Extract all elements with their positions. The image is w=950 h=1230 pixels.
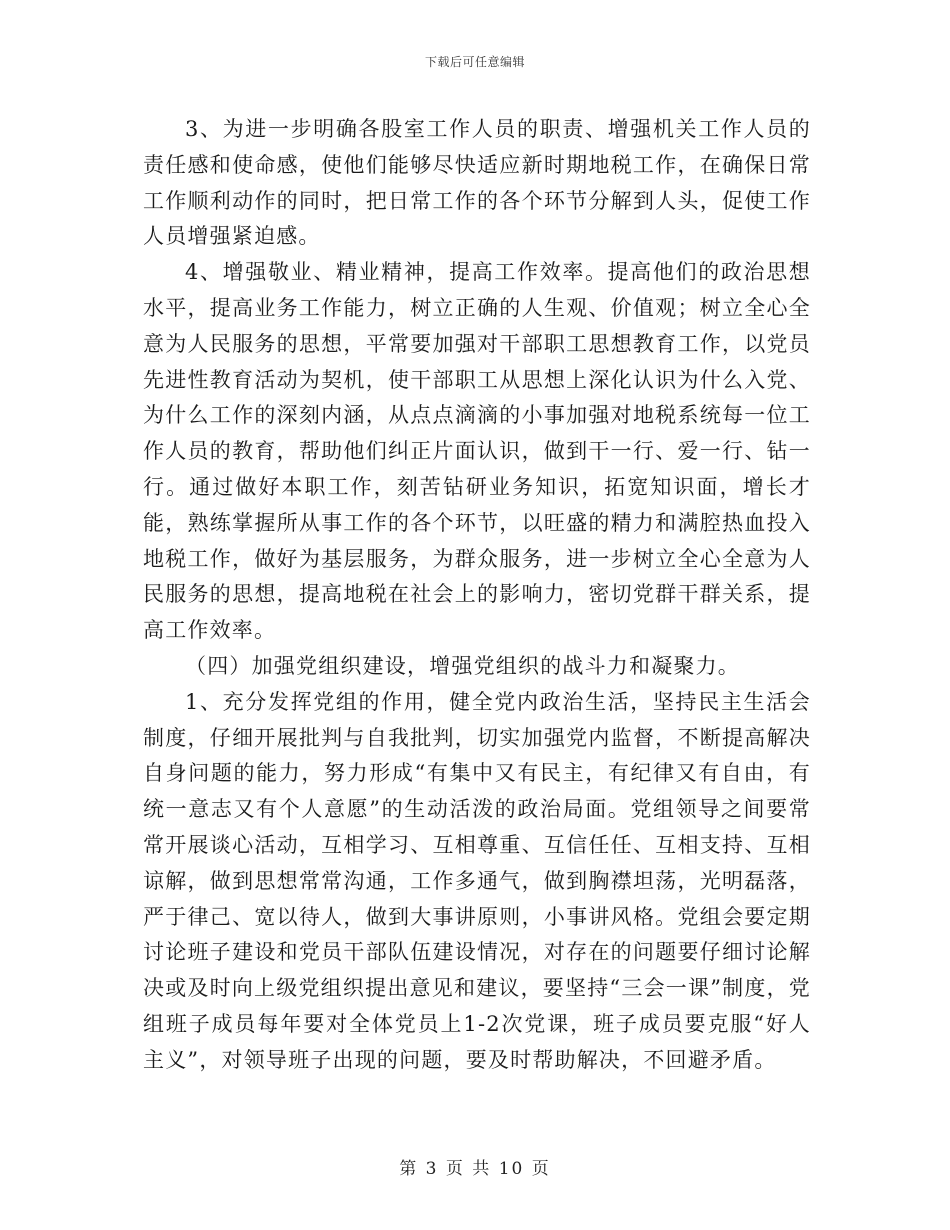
- paragraph-item-1: 1、充分发挥党组的作用，健全党内政治生活，坚持民主生活会制度，仔细开展批判与自我批判，切实加强党内监督，不断提高解决自身问题的能力，努力形成“有集中又有民主，有纪律又有自由，有统一意志又有个人意愿”的生动活泼的政治局面。党组领导之间要常常开展谈心活动，互相学习、互相尊重、互信任任、互相支持、互相谅解，做到思想常常沟通，工作多通气，做到胸襟坦荡，光明磊落，严于律己、宽以待人，做到大事讲原则，小事讲风格。党组会要定期讨论班子建设和党员干部队伍建设情况，对存在的问题要仔细讨论解决或及时向上级党组织提出意见和建议，要坚持“三会一课”制度，党组班子成员每年要对全体党员上1-2次党课，班子成员要克服“好人主义”，对领导班子出现的问题，要及时帮助解决，不回避矛盾。: [143, 689, 811, 1072]
- section-heading-4: （四）加强党组织建设，增强党组织的战斗力和凝聚力。: [185, 653, 740, 678]
- header-note: 下载后可任意编辑: [424, 55, 525, 69]
- paragraph-item-3: 3、为进一步明确各股室工作人员的职责、增强机关工作人员的责任感和使命感，使他们能够尽快适应新时期地税工作，在确保日常工作顺利动作的同时，把日常工作的各个环节分解到人头，促使工作人员增强紧迫感。: [143, 117, 811, 249]
- page-number-footer: 第 3 页 共 10 页: [399, 1159, 551, 1179]
- paragraph-item-4: 4、增强敬业、精业精神，提高工作效率。提高他们的政治思想水平，提高业务工作能力，树立正确的人生观、价值观；树立全心全意为人民服务的思想，平常要加强对干部职工思想教育工作，以党员先进性教育活动为契机，使干部职工从思想上深化认识为什么入党、为什么工作的深刻内涵，从点点滴滴的小事加强对地税系统每一位工作人员的教育，帮助他们纠正片面认识，做到干一行、爱一行、钻一行。通过做好本职工作，刻苦钻研业务知识，拓宽知识面，增长才能，熟练掌握所从事工作的各个环节，以旺盛的精力和满腔热血投入地税工作，做好为基层服务，为群众服务，进一步树立全心全意为人民服务的思想，提高地税在社会上的影响力，密切党群干群关系，提高工作效率。: [143, 260, 811, 643]
- document-body: [143, 112, 811, 1079]
